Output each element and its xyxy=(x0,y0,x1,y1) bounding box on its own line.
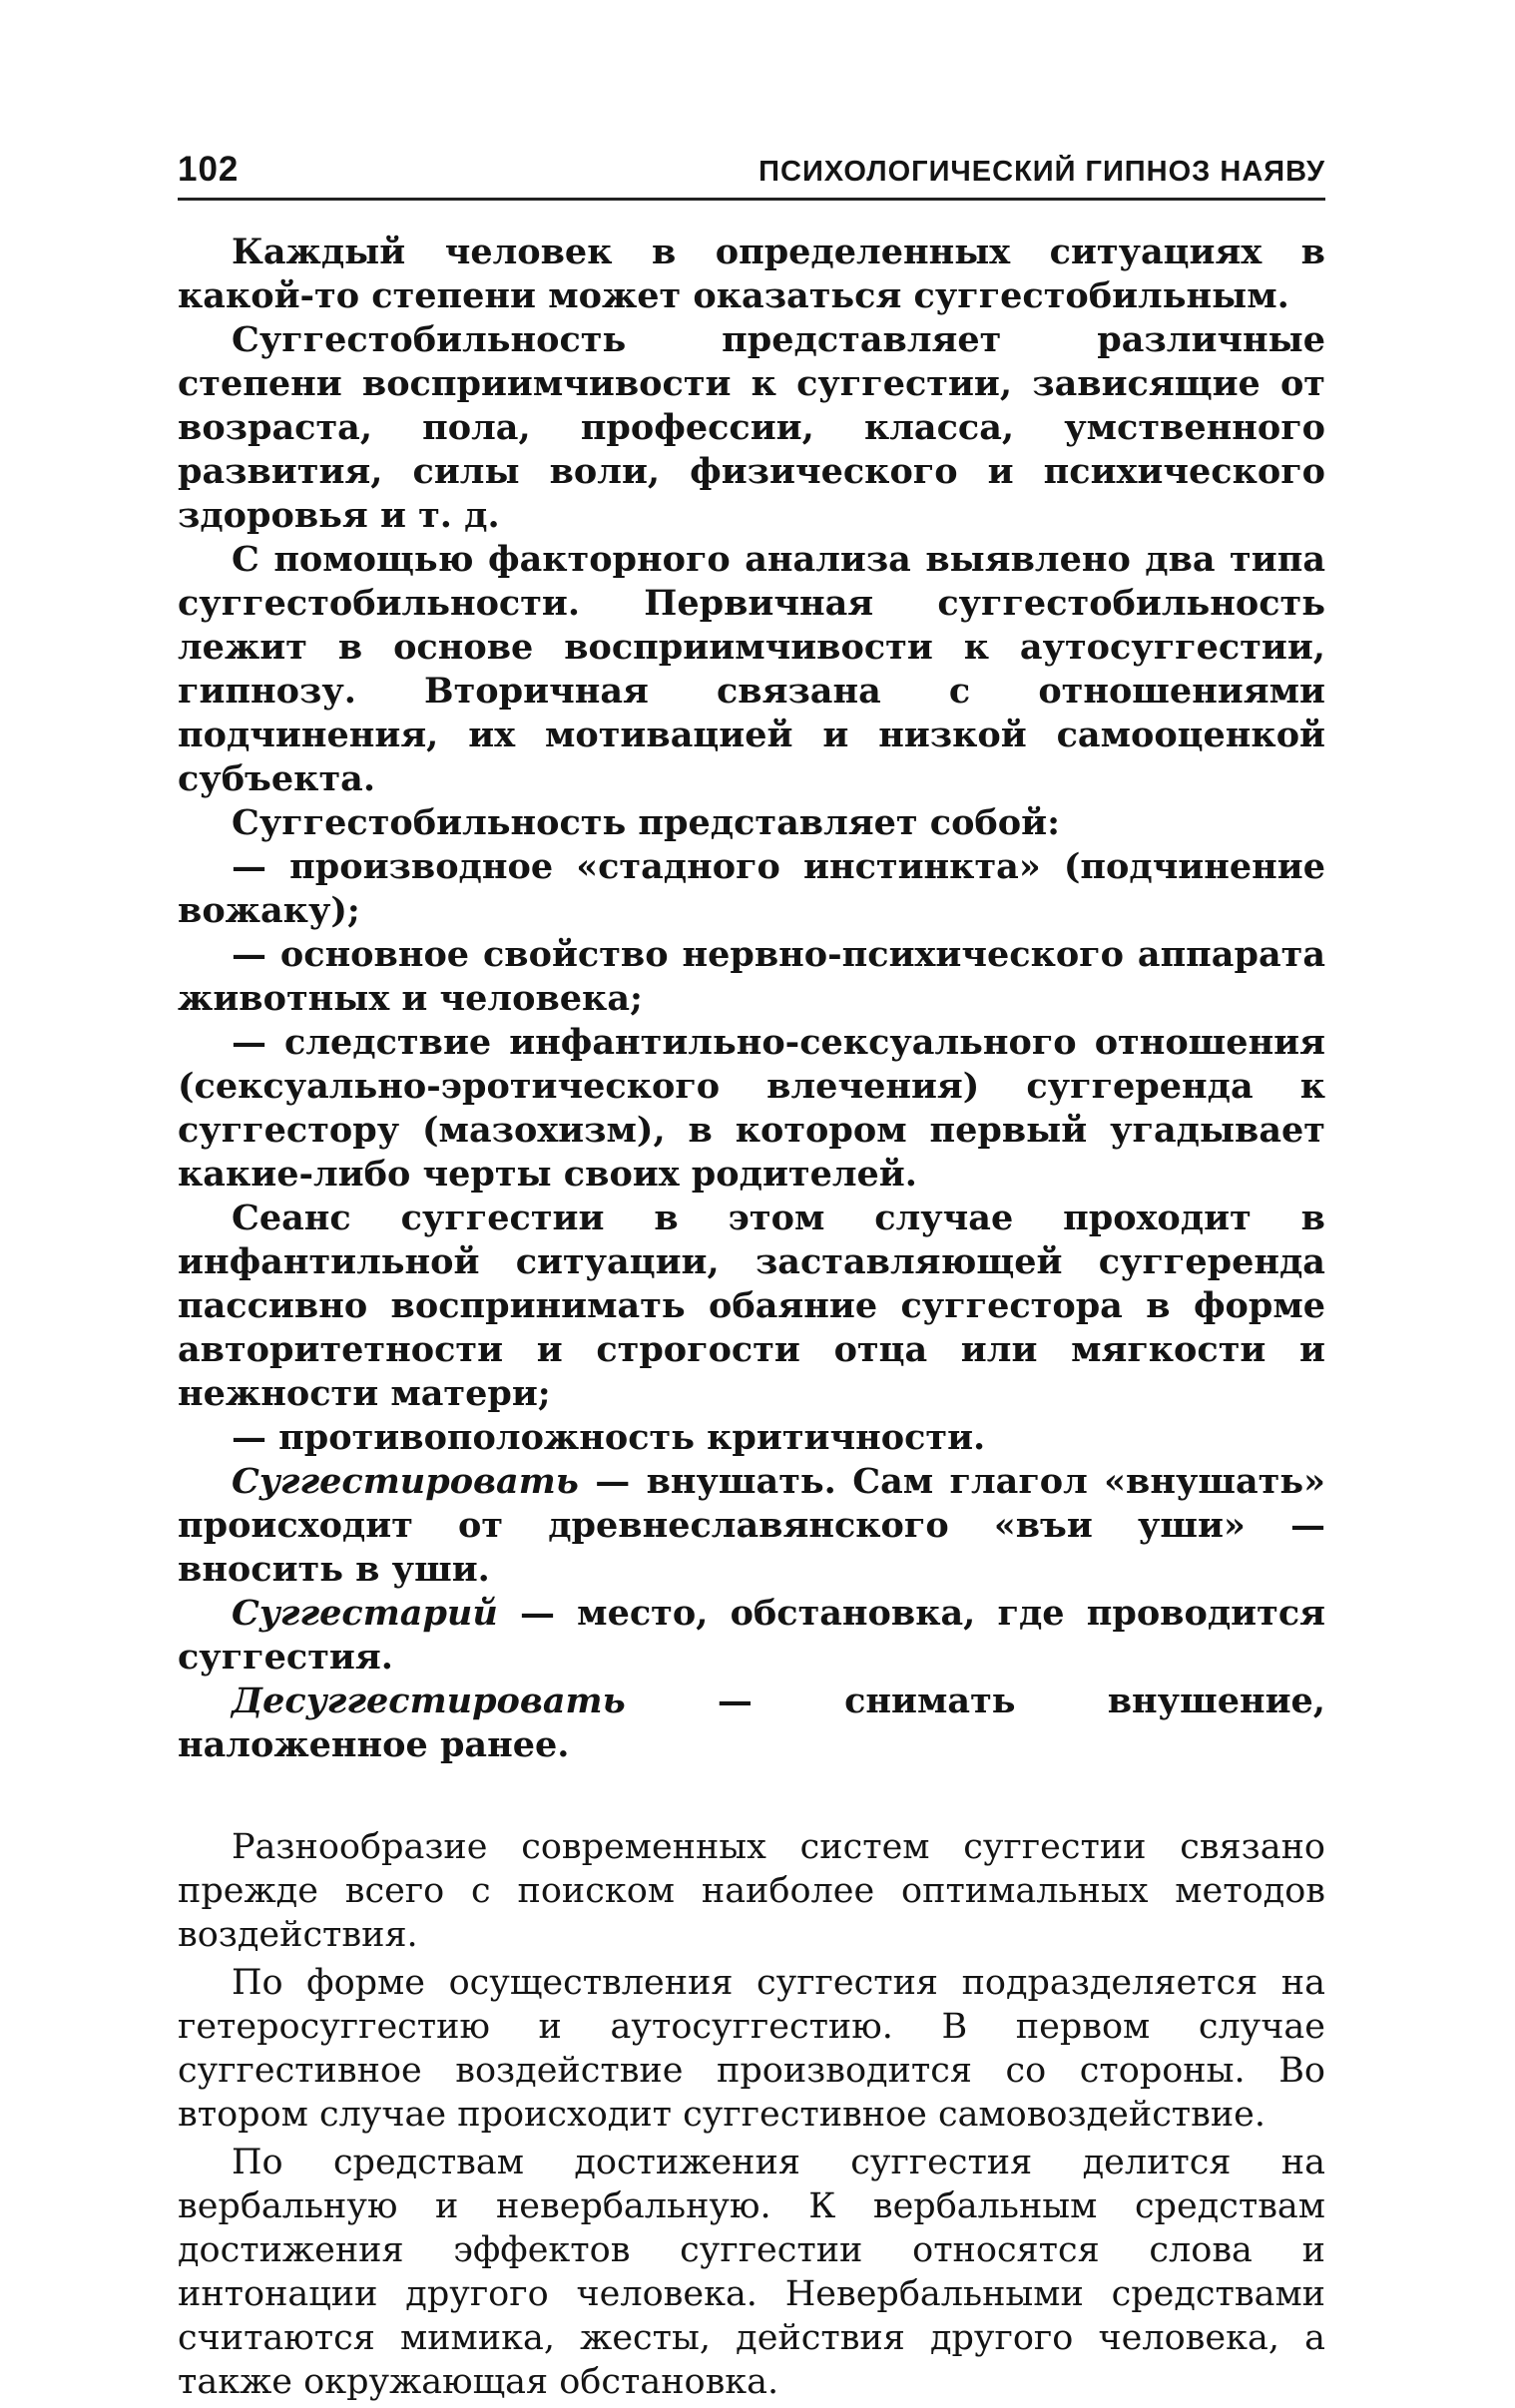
definition xyxy=(178,1460,1325,1592)
main-text-block xyxy=(178,231,1325,1767)
definition-term: Десуггестировать xyxy=(232,1681,626,1721)
paragraph: По средствам достижения суггестия делится на вербальную и невербальную. К вербальным средствам достижения эффектов суггестии относятся слова и интонации другого человека. Невербальными средствами считаются мимика, жесты, действия другого человека, а также окружающая обстановка. xyxy=(178,2143,1325,2402)
paragraph: С помощью факторного анализа выявлено два типа суггестобильности. Первичная суггестобильность лежит в основе восприимчивости к аутосуггестии, гипнозу. Вторичная связана с отношениями подчинения, их мотивацией и низкой самооценкой субъекта. xyxy=(178,539,1325,799)
paragraph: Разнообразие современных систем суггестии связано прежде всего с поиском наиболее оптимальных методов воздействия. xyxy=(178,1827,1325,1955)
paragraph: Суггестобильность представляет собой: xyxy=(232,802,1060,843)
paragraph: Каждый человек в определенных ситуациях в какой-то степени может оказаться суггестобильным. xyxy=(178,232,1325,316)
paragraph: Суггестобильность представляет различные степени восприимчивости к суггестии, зависящие от возраста, пола, профессии, класса, умственного развития, силы воли, физического и психического здоровья и т. д. xyxy=(178,319,1325,536)
list-item: — противоположность критичности. xyxy=(232,1417,986,1458)
paragraph: По форме осуществления суггестия подразделяется на гетеросуггестию и аутосуггестию. В первом случае суггестивное воздействие производится со стороны. Во втором случае происходит суггестивное самовоздействие. xyxy=(178,1963,1325,2135)
page-number: 102 xyxy=(178,150,240,189)
secondary-text-block xyxy=(178,1825,1325,2404)
running-title: ПСИХОЛОГИЧЕСКИЙ ГИПНОЗ НАЯВУ xyxy=(758,156,1325,188)
definition-text: — место, обстановка, где проводится суггестия. xyxy=(178,1593,1325,1678)
definition-text: — внушать. Сам глагол «внушать» происходит от древнеславянского «въи уши» — вносить в уши. xyxy=(178,1461,1325,1590)
book-page xyxy=(178,150,1325,2408)
paragraph: Сеанс суггестии в этом случае проходит в инфантильной ситуации, заставляющей суггеренда пассивно воспринимать обаяние суггестора в форме авторитетности и строгости отца или мягкости и нежности матери; xyxy=(178,1198,1325,1414)
definition-term: Суггестарий xyxy=(232,1593,498,1634)
list-item: — следствие инфантильно-сексуального отношения (сексуально-эротического влечения) суггеренда к суггестору (мазохизм), в котором первый угадывает какие-либо черты своих родителей. xyxy=(178,1022,1325,1195)
definition xyxy=(178,1592,1325,1680)
definition-term: Суггестировать xyxy=(232,1461,579,1502)
definition-text: — снимать внушение, наложенное ранее. xyxy=(178,1681,1325,1765)
definition xyxy=(178,1680,1325,1767)
list-item: — производное «стадного инстинкта» (подчинение вожаку); xyxy=(178,846,1325,931)
list-item: — основное свойство нервно-психического аппарата животных и человека; xyxy=(178,934,1325,1019)
running-header xyxy=(178,150,1325,201)
